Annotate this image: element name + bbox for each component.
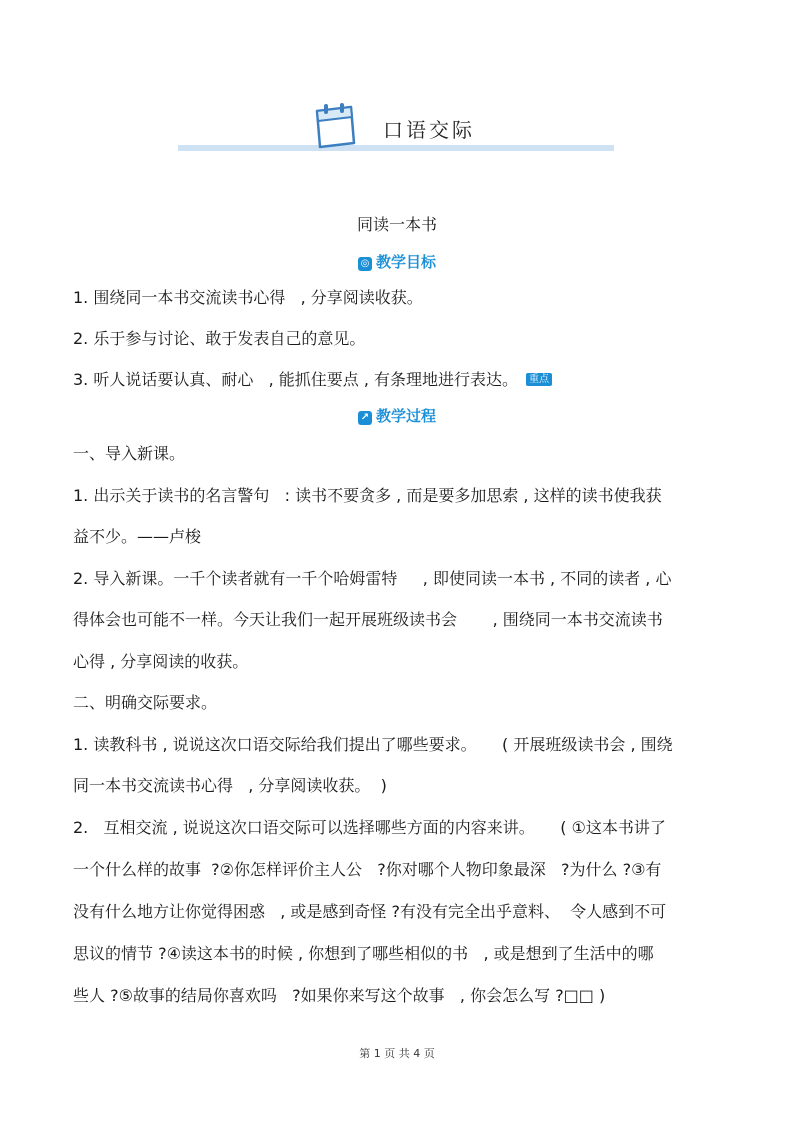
process-line: 益不少。——卢梭 bbox=[73, 527, 202, 546]
process-line: 2. 互相交流 , 说说这次口语交际可以选择哪些方面的内容来讲。 ( ①这本书讲了 bbox=[73, 818, 666, 837]
key-point-badge: 重点 bbox=[526, 373, 552, 386]
calendar-icon bbox=[313, 103, 357, 149]
process-line: 一、导入新课。 bbox=[73, 444, 186, 463]
process-line: 一个什么样的故事 ?②你怎样评价主人公 ?你对哪个人物印象最深 ?为什么 ?③有 bbox=[73, 860, 662, 879]
banner-title: 口语交际 bbox=[383, 118, 475, 142]
process-line: 同一本书交流读书心得 , 分享阅读收获。 ) bbox=[73, 776, 387, 795]
page-footer: 第 1 页 共 4 页 bbox=[359, 1047, 435, 1060]
process-line: 些人 ?⑤故事的结局你喜欢吗 ?如果你来写这个故事 , 你会怎么写 ?□□ ) bbox=[73, 986, 606, 1005]
process-line: 思议的情节 ?④读这本书的时候 , 你想到了哪些相似的书 , 或是想到了生活中的哪 bbox=[73, 944, 654, 963]
goal-item: 1. 围绕同一本书交流读书心得 , 分享阅读收获。 bbox=[73, 288, 423, 307]
process-line: 没有什么地方让你觉得困惑 , 或是感到奇怪 ?有没有完全出乎意料、 令人感到不可 bbox=[73, 902, 667, 921]
process-line: 二、明确交际要求。 bbox=[73, 693, 218, 712]
process-icon: ↗ bbox=[358, 411, 372, 425]
section-process-label: 教学过程 bbox=[375, 407, 436, 425]
lesson-title: 同读一本书 bbox=[356, 215, 437, 234]
goal-item-with-badge bbox=[73, 370, 552, 390]
section-goals-label: 教学目标 bbox=[375, 253, 436, 271]
goal-item: 3. 听人说话要认真、耐心 , 能抓住要点 , 有条理地进行表达。 bbox=[73, 370, 519, 389]
banner-underline bbox=[178, 145, 614, 151]
goal-item: 2. 乐于参与讨论、敢于发表自己的意见。 bbox=[73, 329, 366, 348]
section-process-heading bbox=[0, 405, 794, 426]
process-line: 1. 出示关于读书的名言警句 : 读书不要贪多 , 而是要多加思索 , 这样的读书使我获 bbox=[73, 486, 662, 505]
process-line: 1. 读教科书 , 说说这次口语交际给我们提出了哪些要求。 ( 开展班级读书会 , 围绕 bbox=[73, 735, 673, 754]
section-goals-heading bbox=[0, 251, 794, 272]
process-line: 得体会也可能不一样。今天让我们一起开展班级读书会 , 围绕同一本书交流读书 bbox=[73, 610, 663, 629]
target-icon: ◎ bbox=[358, 257, 372, 271]
header-banner bbox=[178, 100, 614, 152]
process-line: 心得 , 分享阅读的收获。 bbox=[73, 652, 249, 671]
process-line: 2. 导入新课。一千个读者就有一千个哈姆雷特 , 即使同读一本书 , 不同的读者 , 心 bbox=[73, 569, 672, 588]
